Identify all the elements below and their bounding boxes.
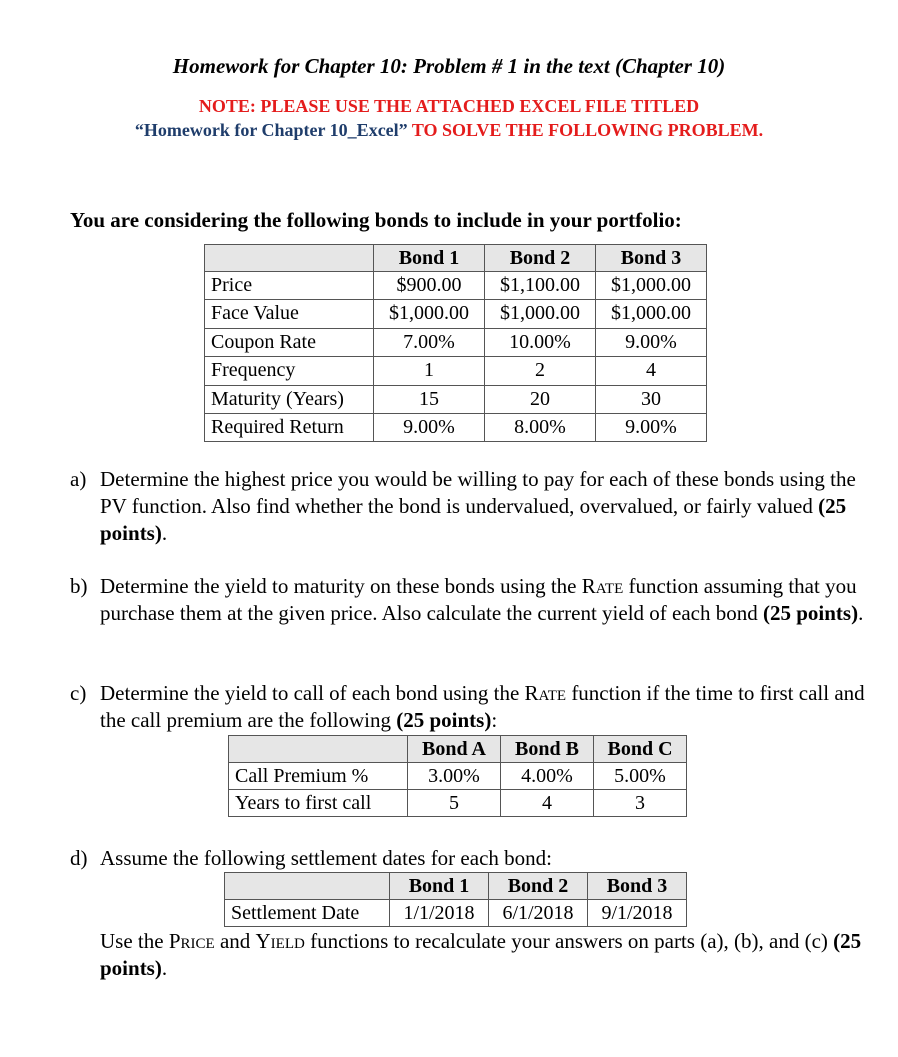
row-label: Price xyxy=(205,272,374,300)
table-cell: 5.00% xyxy=(594,763,687,790)
row-label: Frequency xyxy=(205,357,374,385)
part-label: c) xyxy=(70,681,87,705)
table-cell: 15 xyxy=(374,385,485,413)
part-text: Determine the yield to call of each bond using the Rate function if the time to first call and the call premium are the following (25 points): xyxy=(100,681,865,732)
note-line-1: NOTE: PLEASE USE THE ATTACHED EXCEL FILE TITLED xyxy=(198,96,700,116)
column-header: Bond 3 xyxy=(588,873,687,900)
row-label: Coupon Rate xyxy=(205,328,374,356)
column-header: Bond C xyxy=(594,736,687,763)
row-label: Years to first call xyxy=(229,790,408,817)
bonds-table xyxy=(204,244,707,442)
column-header: Bond A xyxy=(408,736,501,763)
table-cell: 9.00% xyxy=(596,414,707,442)
part-text: Determine the yield to maturity on these bonds using the Rate function assuming that you purchase them at the given price. Also calculate the current yield of each bond (25 points). xyxy=(100,574,864,625)
table-cell: 2 xyxy=(485,357,596,385)
row-label: Maturity (Years) xyxy=(205,385,374,413)
column-header: Bond 1 xyxy=(390,873,489,900)
table-cell: $1,000.00 xyxy=(374,300,485,328)
table-cell: 30 xyxy=(596,385,707,413)
function-name: Rate xyxy=(581,574,624,598)
part-text: Determine the highest price you would be willing to pay for each of these bonds using the PV function. Also find whether the bond is undervalued, overvalued, or fairly valued (25 points). xyxy=(100,467,856,545)
table-cell: 4 xyxy=(596,357,707,385)
table-row xyxy=(229,790,687,817)
column-header: Bond 2 xyxy=(485,245,596,272)
part-label: a) xyxy=(70,467,87,491)
column-header: Bond 1 xyxy=(374,245,485,272)
table-cell: 10.00% xyxy=(485,328,596,356)
part-label: b) xyxy=(70,574,88,598)
function-name: Price xyxy=(168,929,215,953)
table-cell: $1,000.00 xyxy=(485,300,596,328)
table-cell: 6/1/2018 xyxy=(489,900,588,927)
table-cell: $1,000.00 xyxy=(596,272,707,300)
table-cell: 9.00% xyxy=(596,328,707,356)
table-row xyxy=(205,414,707,442)
part-text: Assume the following settlement dates for each bond: xyxy=(100,846,552,870)
row-label: Required Return xyxy=(205,414,374,442)
table-row xyxy=(225,900,687,927)
table-corner xyxy=(205,245,374,272)
table-cell: 20 xyxy=(485,385,596,413)
table-cell: 3.00% xyxy=(408,763,501,790)
intro-text: You are considering the following bonds to include in your portfolio: xyxy=(70,208,682,232)
table-row xyxy=(229,763,687,790)
function-name: Rate xyxy=(524,681,567,705)
table-cell: 4.00% xyxy=(501,763,594,790)
part-d-instructions: Use the Price and Yield functions to recalculate your answers on parts (a), (b), and (c) (25 points). xyxy=(100,929,862,980)
table-row xyxy=(205,357,707,385)
table-row xyxy=(205,328,707,356)
table-cell: 9/1/2018 xyxy=(588,900,687,927)
note-line-2-rest: TO SOLVE THE FOLLOWING PROBLEM. xyxy=(407,120,764,140)
settlement-table xyxy=(224,872,687,927)
table-cell: 5 xyxy=(408,790,501,817)
function-name: Yield xyxy=(255,929,305,953)
column-header: Bond 3 xyxy=(596,245,707,272)
table-row xyxy=(205,385,707,413)
table-cell: 4 xyxy=(501,790,594,817)
row-label: Face Value xyxy=(205,300,374,328)
table-corner xyxy=(225,873,390,900)
part-label: d) xyxy=(70,846,88,870)
table-row xyxy=(205,300,707,328)
column-header: Bond B xyxy=(501,736,594,763)
column-header: Bond 2 xyxy=(489,873,588,900)
row-label: Settlement Date xyxy=(225,900,390,927)
row-label: Call Premium % xyxy=(229,763,408,790)
table-cell: 3 xyxy=(594,790,687,817)
note-line-2 xyxy=(0,120,898,141)
table-cell: 8.00% xyxy=(485,414,596,442)
table-cell: $1,100.00 xyxy=(485,272,596,300)
table-cell: 1 xyxy=(374,357,485,385)
call-table xyxy=(228,735,687,817)
excel-file-name: “Homework for Chapter 10_Excel” xyxy=(134,120,408,140)
page-title: Homework for Chapter 10: Problem # 1 in the text (Chapter 10) xyxy=(172,54,726,78)
table-cell: 7.00% xyxy=(374,328,485,356)
table-cell: $900.00 xyxy=(374,272,485,300)
table-cell: 1/1/2018 xyxy=(390,900,489,927)
table-cell: $1,000.00 xyxy=(596,300,707,328)
table-cell: 9.00% xyxy=(374,414,485,442)
table-corner xyxy=(229,736,408,763)
table-row xyxy=(205,272,707,300)
